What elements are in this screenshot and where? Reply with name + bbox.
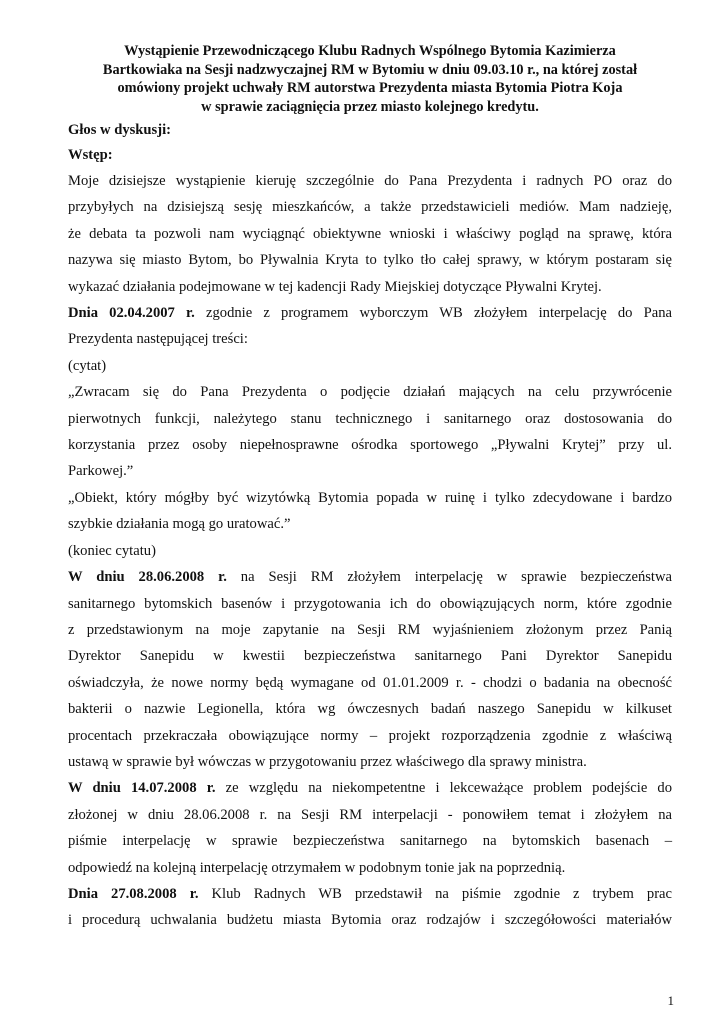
text-line: ustawą w sprawie był wówczas w przygotowaniu przez właściwego dla sprawy ministra. [68, 753, 587, 770]
text-fragment: ze względu na niekompetentne i lekceważące problem podejście do [215, 780, 672, 797]
heading-discussion: Głos w dyskusji: [68, 122, 171, 138]
quote-paragraph-2 [68, 485, 672, 538]
text-line: procentach przekraczała obowiązujące normy – projekt rozporządzenia zgodnie z właściwą [68, 727, 672, 744]
text-line: złożonej w dniu 28.06.2008 r. na Sesji RM interpelacji - ponowiłem temat i złożyłem na [68, 806, 672, 823]
text-line: że debata ta pozwoli nam wyciągnąć obiektywne wnioski i właściwy pogląd na sprawę, która [68, 225, 672, 242]
page-number: 1 [667, 993, 674, 1008]
date-label: Dnia 02.04.2007 r. [68, 305, 195, 322]
text-line: oświadczyła, że nowe normy będą wymagane od 01.01.2009 r. - chodzi o badania na obecność [68, 674, 672, 691]
quote-paragraph-1 [68, 379, 672, 485]
text-line: i procedurą uchwalania budżetu miasta Bytomia oraz rodzajów i szczegółowości materiałów [68, 912, 672, 929]
text-line: piśmie interpelację w sprawie bezpieczeństwa sanitarnego na bytomskich basenach – [68, 833, 672, 850]
text-fragment: Klub Radnych WB przedstawił na piśmie zgodnie z trybem prac [198, 885, 673, 902]
text-line [68, 300, 672, 326]
text-line: korzystania przez osoby niepełnosprawne ośrodka sportowego „Pływalni Krytej” przy ul. [68, 437, 672, 454]
quote-start [68, 353, 672, 379]
text-line: wykazać działania podejmowane w tej kadencji Rady Miejskiej dotyczące Pływalni Krytej. [68, 278, 602, 295]
quote-end [68, 538, 672, 564]
text-line: (koniec cytatu) [68, 542, 156, 559]
date-label: W dniu 14.07.2008 r. [68, 780, 216, 797]
text-line [68, 881, 672, 907]
intro-paragraph [68, 168, 672, 300]
heading-intro: Wstęp: [68, 147, 113, 163]
text-line: sanitarnego bytomskich basenów i przygotowania ich do obowiązujących norm, które zgodnie [68, 595, 672, 612]
text-fragment: zgodnie z programem wyborczym WB złożyłem interpelację do Pana [194, 305, 672, 322]
text-line: szybkie działania mogą go uratować.” [68, 516, 291, 533]
document-body [68, 168, 672, 934]
text-line: Parkowej.” [68, 463, 134, 480]
text-line [68, 564, 672, 590]
text-line: „Zwracam się do Pana Prezydenta o podjęcie działań mających na celu przywrócenie [68, 384, 672, 401]
text-line: nazywa się miasto Bytom, bo Pływalnia Kryta to tylko tło całej sprawy, w którym postaram się [68, 252, 672, 269]
text-line: bakterii o nazwie Legionella, która wg ówczesnych badań naszego Sanepidu w kilkuset [68, 701, 672, 718]
text-line: Moje dzisiejsze wystąpienie kieruję szczególnie do Pana Prezydenta i radnych PO oraz do [68, 173, 672, 189]
text-fragment: na Sesji RM złożyłem interpelację w sprawie bezpieczeństwa [226, 569, 673, 586]
paragraph-2007 [68, 300, 672, 353]
title-line: w sprawie zaciągnięcia przez miasto kolejnego kredytu. [201, 98, 539, 115]
document-page [68, 42, 672, 934]
title-line: Bartkowiaka na Sesji nadzwyczajnej RM w Bytomiu w dniu 09.03.10 r., na której został [102, 61, 638, 78]
text-line: Dyrektor Sanepidu w kwestii bezpieczeństwa sanitarnego Pani Dyrektor Sanepidu [68, 648, 672, 665]
text-line: z przedstawionym na moje zapytanie na Sesji RM wyjaśnieniem złożonym przez Panią [68, 621, 672, 638]
paragraph-2008-07 [68, 775, 672, 881]
text-line [68, 775, 672, 801]
text-line: (cytat) [68, 357, 107, 374]
text-line: pierwotnych funkcji, należytego stanu technicznego i sanitarnego oraz dostosowania do [68, 410, 672, 427]
paragraph-2008-08 [68, 881, 672, 934]
date-label: Dnia 27.08.2008 r. [68, 885, 199, 902]
text-line: przybyłych na dzisiejszą sesję mieszkańców, a także przedstawicieli mediów. Mam nadzieję, [68, 199, 672, 216]
text-line: „Obiekt, który mógłby być wizytówką Bytomia popada w ruinę i tylko zdecydowane i bardzo [68, 489, 672, 506]
title-line: omówiony projekt uchwały RM autorstwa Prezydenta miasta Bytomia Piotra Koja [117, 80, 623, 96]
date-label: W dniu 28.06.2008 r. [68, 569, 227, 586]
paragraph-2008-06 [68, 564, 672, 775]
document-title [68, 42, 672, 116]
text-line: odpowiedź na kolejną interpelację otrzymałem w podobnym tonie jak na poprzednią. [68, 859, 566, 876]
text-line: Prezydenta następującej treści: [68, 331, 248, 348]
title-line: Wystąpienie Przewodniczącego Klubu Radnych Wspólnego Bytomia Kazimierza [124, 43, 616, 59]
